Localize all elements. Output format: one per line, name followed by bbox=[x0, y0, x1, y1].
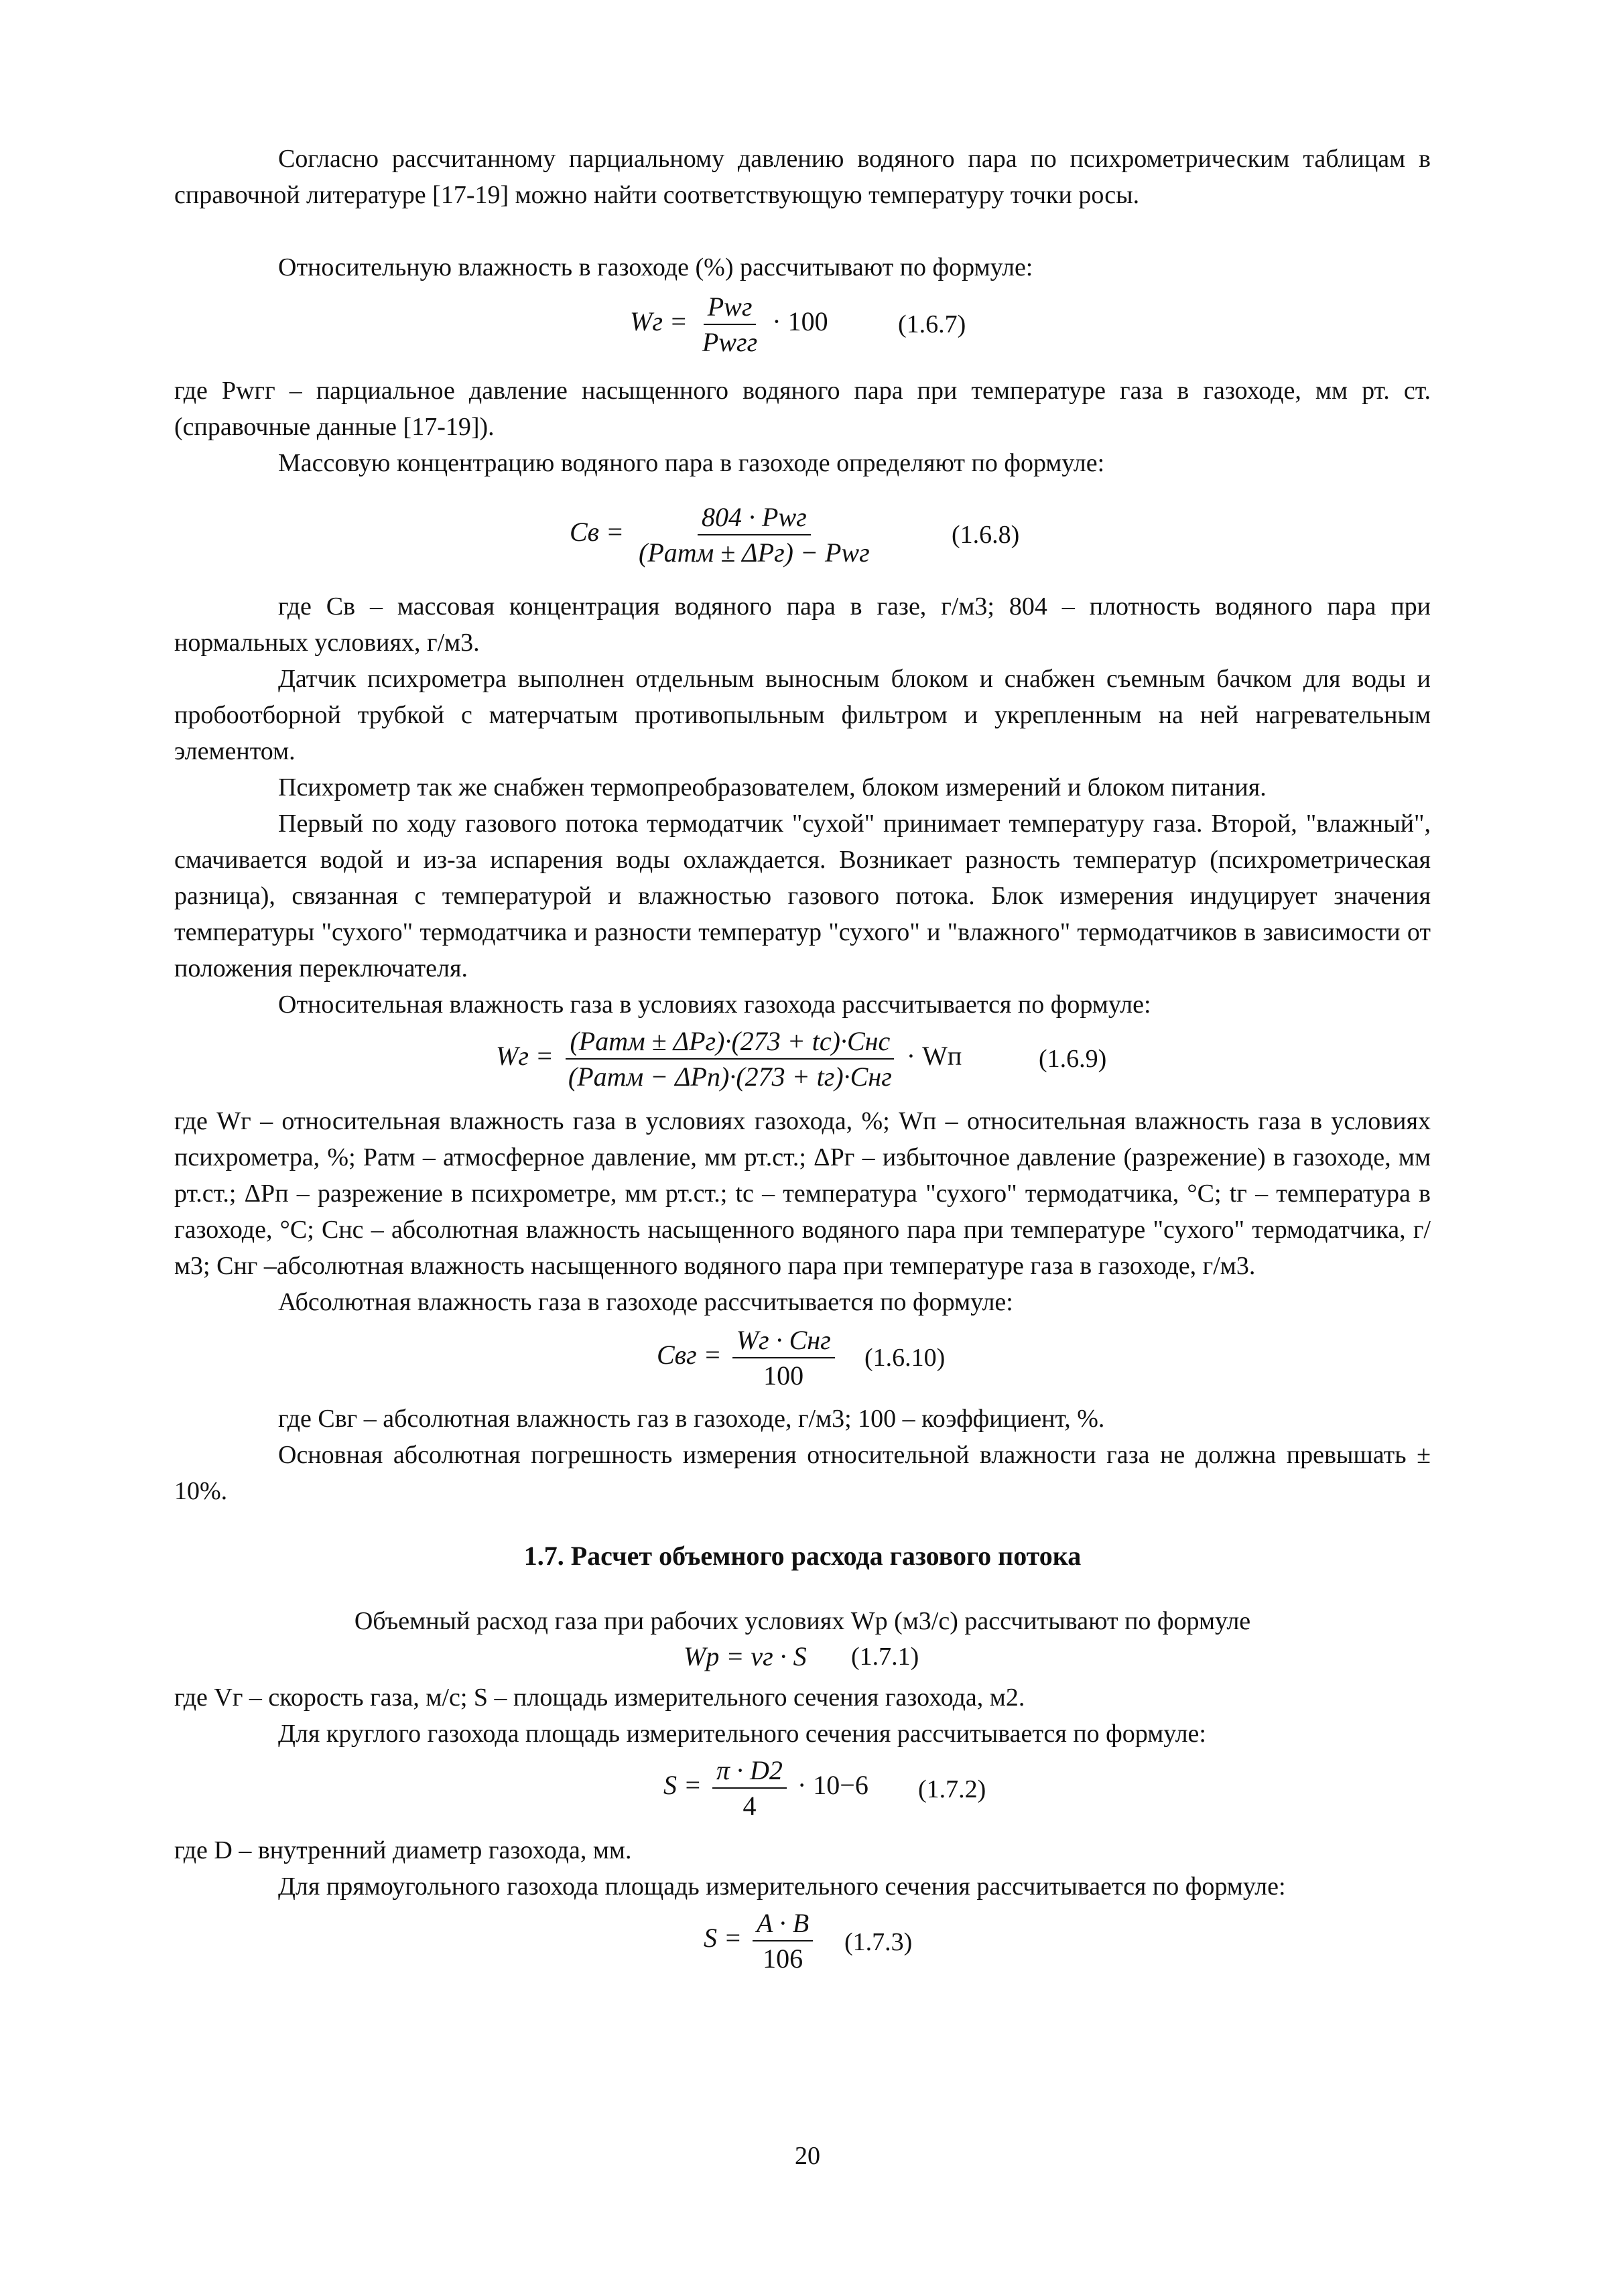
paragraph: Относительная влажность газа в условиях газохода рассчитывается по формуле: bbox=[278, 991, 1151, 1019]
equation-number: (1.6.7) bbox=[898, 310, 966, 338]
paragraph: где Cв – массовая концентрация водяного пара в газе, г/м3; 804 – плотность водяного пара при нормальных условиях, г/м3. bbox=[174, 592, 1431, 657]
formula-denominator: 106 bbox=[763, 1943, 803, 1974]
formula-lhs: S = bbox=[704, 1923, 742, 1954]
equation-number: (1.7.3) bbox=[844, 1928, 913, 1956]
formula-numerator: (Pатм ± ΔPг)·(273 + tс)·Cнс bbox=[566, 1025, 894, 1060]
paragraph: где Vг – скорость газа, м/с; S – площадь измерительного сечения газохода, м2. bbox=[174, 1683, 1025, 1712]
paragraph: Объемный расход газа при рабочих условиях Wр (м3/с) рассчитывают по формуле bbox=[354, 1607, 1251, 1635]
paragraph: Для круглого газохода площадь измерительного сечения рассчитывается по формуле: bbox=[278, 1720, 1206, 1748]
paragraph: Согласно рассчитанному парциальному давлению водяного пара по психрометрическим таблицам в справочной литературе [17-19] можно найти соответствующую температуру точки росы. bbox=[174, 145, 1431, 209]
formula-fraction bbox=[732, 1324, 835, 1391]
formula-numerator: Wг · Cнг bbox=[732, 1324, 835, 1358]
formula-denominator: (Pатм ± ΔPг) − Pwг bbox=[639, 537, 870, 568]
formula-1-7-2 bbox=[174, 1752, 1431, 1832]
formula-fraction bbox=[564, 1025, 896, 1092]
page-number: 20 bbox=[795, 2142, 820, 2170]
paragraph: где Pwгг – парциальное давление насыщенного водяного пара при температуре газа в газоходе, мм рт. ст. (справочные данные [17-19]). bbox=[174, 377, 1431, 441]
formula-lhs: S = bbox=[663, 1770, 702, 1801]
paragraph: Для прямоугольного газохода площадь измерительного сечения рассчитывается по формуле: bbox=[278, 1872, 1286, 1901]
formula-tail: · 100 bbox=[772, 306, 828, 337]
paragraph: Датчик психрометра выполнен отдельным выносным блоком и снабжен съемным бачком для воды и пробоотборной трубкой с матерчатым противопыльным фильтром и укрепленным на ней нагревательным элементом. bbox=[174, 665, 1431, 765]
formula-numerator: A · B bbox=[753, 1907, 813, 1941]
formula-lhs: Wг = bbox=[630, 306, 688, 337]
formula-denominator: Pwгг bbox=[702, 327, 758, 357]
paragraph: Основная абсолютная погрешность измерения относительной влажности газа не должна превышать ± 10%. bbox=[174, 1441, 1431, 1505]
paragraph: Психрометр так же снабжен термопреобразователем, блоком измерений и блоком питания. bbox=[278, 773, 1267, 802]
paragraph: Массовую концентрацию водяного пара в газоходе определяют по формуле: bbox=[278, 449, 1105, 477]
paragraph: Первый по ходу газового потока термодатчик "сухой" принимает температуру газа. Второй, "влажный", смачивается водой и из-за испарения воды охлаждается. Возникает разность температур (психрометрическая разница), связанная с температурой и влажностью газового потока. Блок измерения индуцирует значения температуры "сухого" термодатчика и разности температур "сухого" и "влажного" термодатчиков в зависимости от положения переключателя. bbox=[174, 810, 1431, 982]
formula-lhs: Wг = bbox=[496, 1041, 554, 1072]
formula-tail: · 10−6 bbox=[797, 1770, 868, 1801]
equation-number: (1.7.1) bbox=[851, 1643, 919, 1671]
formula-1-6-7 bbox=[174, 285, 1431, 373]
section-heading: 1.7. Расчет объемного расхода газового потока bbox=[523, 1541, 1082, 1571]
formula-fraction bbox=[635, 501, 874, 568]
formula-numerator: Pwг bbox=[704, 291, 757, 325]
paragraph: где Cвг – абсолютная влажность газ в газоходе, г/м3; 100 – коэффициент, %. bbox=[278, 1405, 1105, 1433]
equation-number: (1.6.9) bbox=[1039, 1045, 1107, 1073]
paragraph: Относительную влажность в газоходе (%) рассчитывают по формуле: bbox=[278, 253, 1033, 281]
formula-denominator: 4 bbox=[742, 1791, 757, 1821]
paragraph: где D – внутренний диаметр газохода, мм. bbox=[174, 1836, 632, 1864]
formula-lhs: Cвг = bbox=[657, 1340, 722, 1370]
equation-number: (1.7.2) bbox=[918, 1775, 986, 1803]
formula-numerator: π · D2 bbox=[712, 1755, 787, 1789]
formula-1-7-1 bbox=[174, 1639, 1431, 1679]
formula-1-7-3 bbox=[174, 1905, 1431, 1985]
paragraph: где Wг – относительная влажность газа в условиях газохода, %; Wп – относительная влажность газа в условиях психрометра, %; Pатм – атмосферное давление, мм рт.ст.; ΔPг – избыточное давление (разрежение) в газоходе, мм рт.ст.; ΔPп – разрежение в психрометре, мм рт.ст.; tс – температура "сухого" термодатчика, °С; tг – температура в газоходе, °С; Cнс – абсолютная влажность насыщенного водяного пара при температуре "сухого" термодатчика, г/м3; Cнг –абсолютная влажность насыщенного водяного пара при температуре газа в газоходе, г/м3. bbox=[174, 1107, 1431, 1280]
equation-number: (1.6.8) bbox=[952, 521, 1020, 549]
formula-fraction bbox=[753, 1907, 813, 1974]
paragraph: Абсолютная влажность газа в газоходе рассчитывается по формуле: bbox=[278, 1288, 1013, 1316]
equation-number: (1.6.10) bbox=[864, 1344, 946, 1372]
formula-1-6-8 bbox=[174, 481, 1431, 588]
formula-lhs: Cв = bbox=[570, 517, 625, 548]
formula-inline: Wр = vг · S bbox=[684, 1641, 807, 1671]
formula-fraction bbox=[712, 1755, 787, 1822]
formula-tail: · Wп bbox=[906, 1041, 962, 1072]
formula-denominator: 100 bbox=[763, 1360, 804, 1391]
formula-fraction bbox=[698, 291, 761, 358]
formula-1-6-9 bbox=[174, 1023, 1431, 1103]
formula-numerator: 804 · Pwг bbox=[698, 501, 811, 535]
formula-1-6-10 bbox=[174, 1320, 1431, 1401]
formula-denominator: (Pатм − ΔPп)·(273 + tг)·Cнг bbox=[568, 1062, 892, 1092]
document-page bbox=[174, 141, 1431, 1985]
